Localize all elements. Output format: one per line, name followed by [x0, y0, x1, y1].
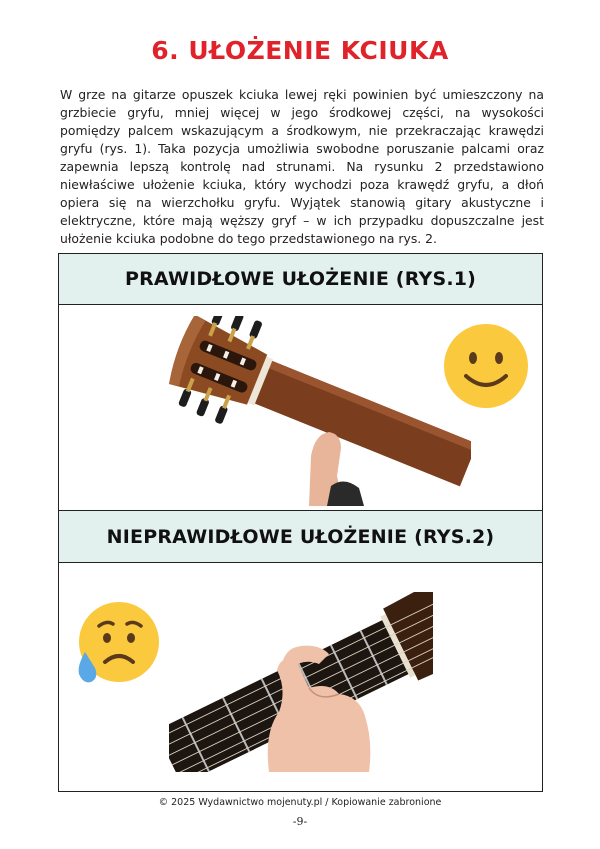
sad-sweat-face-icon	[71, 598, 163, 690]
correct-thumb-photo	[159, 316, 471, 506]
incorrect-thumb-photo	[169, 592, 433, 772]
body-paragraph: W grze na gitarze opuszek kciuka lewej ręki powinien być umieszczony na grzbiecie gryfu, mniej więcej w jego środkowej części, na wysokości pomiędzy palcem wskazującym a środkowym, nie przekraczając krawędzi gryfu (rys. 1). Taka pozycja umożliwia swobodne poruszanie palcami oraz zapewnia lepszą kontrolę nad strunami. Na rysunku 2 przedstawiono niewłaściwe ułożenie kciuka, który wychodzi poza krawędź gryfu, a dłoń opiera się na wierzchołku gryfu. Wyjątek stanowią gitary akustyczne i elektryczne, które mają węższy gryf – w ich przypadku dopuszczalne jest ułożenie kciuka podobne do tego przedstawionego na rys. 2.	[60, 87, 544, 246]
figure-frame	[58, 253, 543, 792]
page-title: 6. UŁOŻENIE KCIUKA	[151, 36, 449, 65]
incorrect-heading: NIEPRAWIDŁOWE UŁOŻENIE (RYS.2)	[59, 510, 542, 563]
footer-copyright: © 2025 Wydawnictwo mojenuty.pl / Kopiowanie zabronione	[158, 797, 442, 808]
correct-heading: PRAWIDŁOWE UŁOŻENIE (RYS.1)	[59, 254, 542, 305]
smiling-face-icon	[442, 322, 530, 410]
page-number: -9-	[292, 815, 308, 828]
